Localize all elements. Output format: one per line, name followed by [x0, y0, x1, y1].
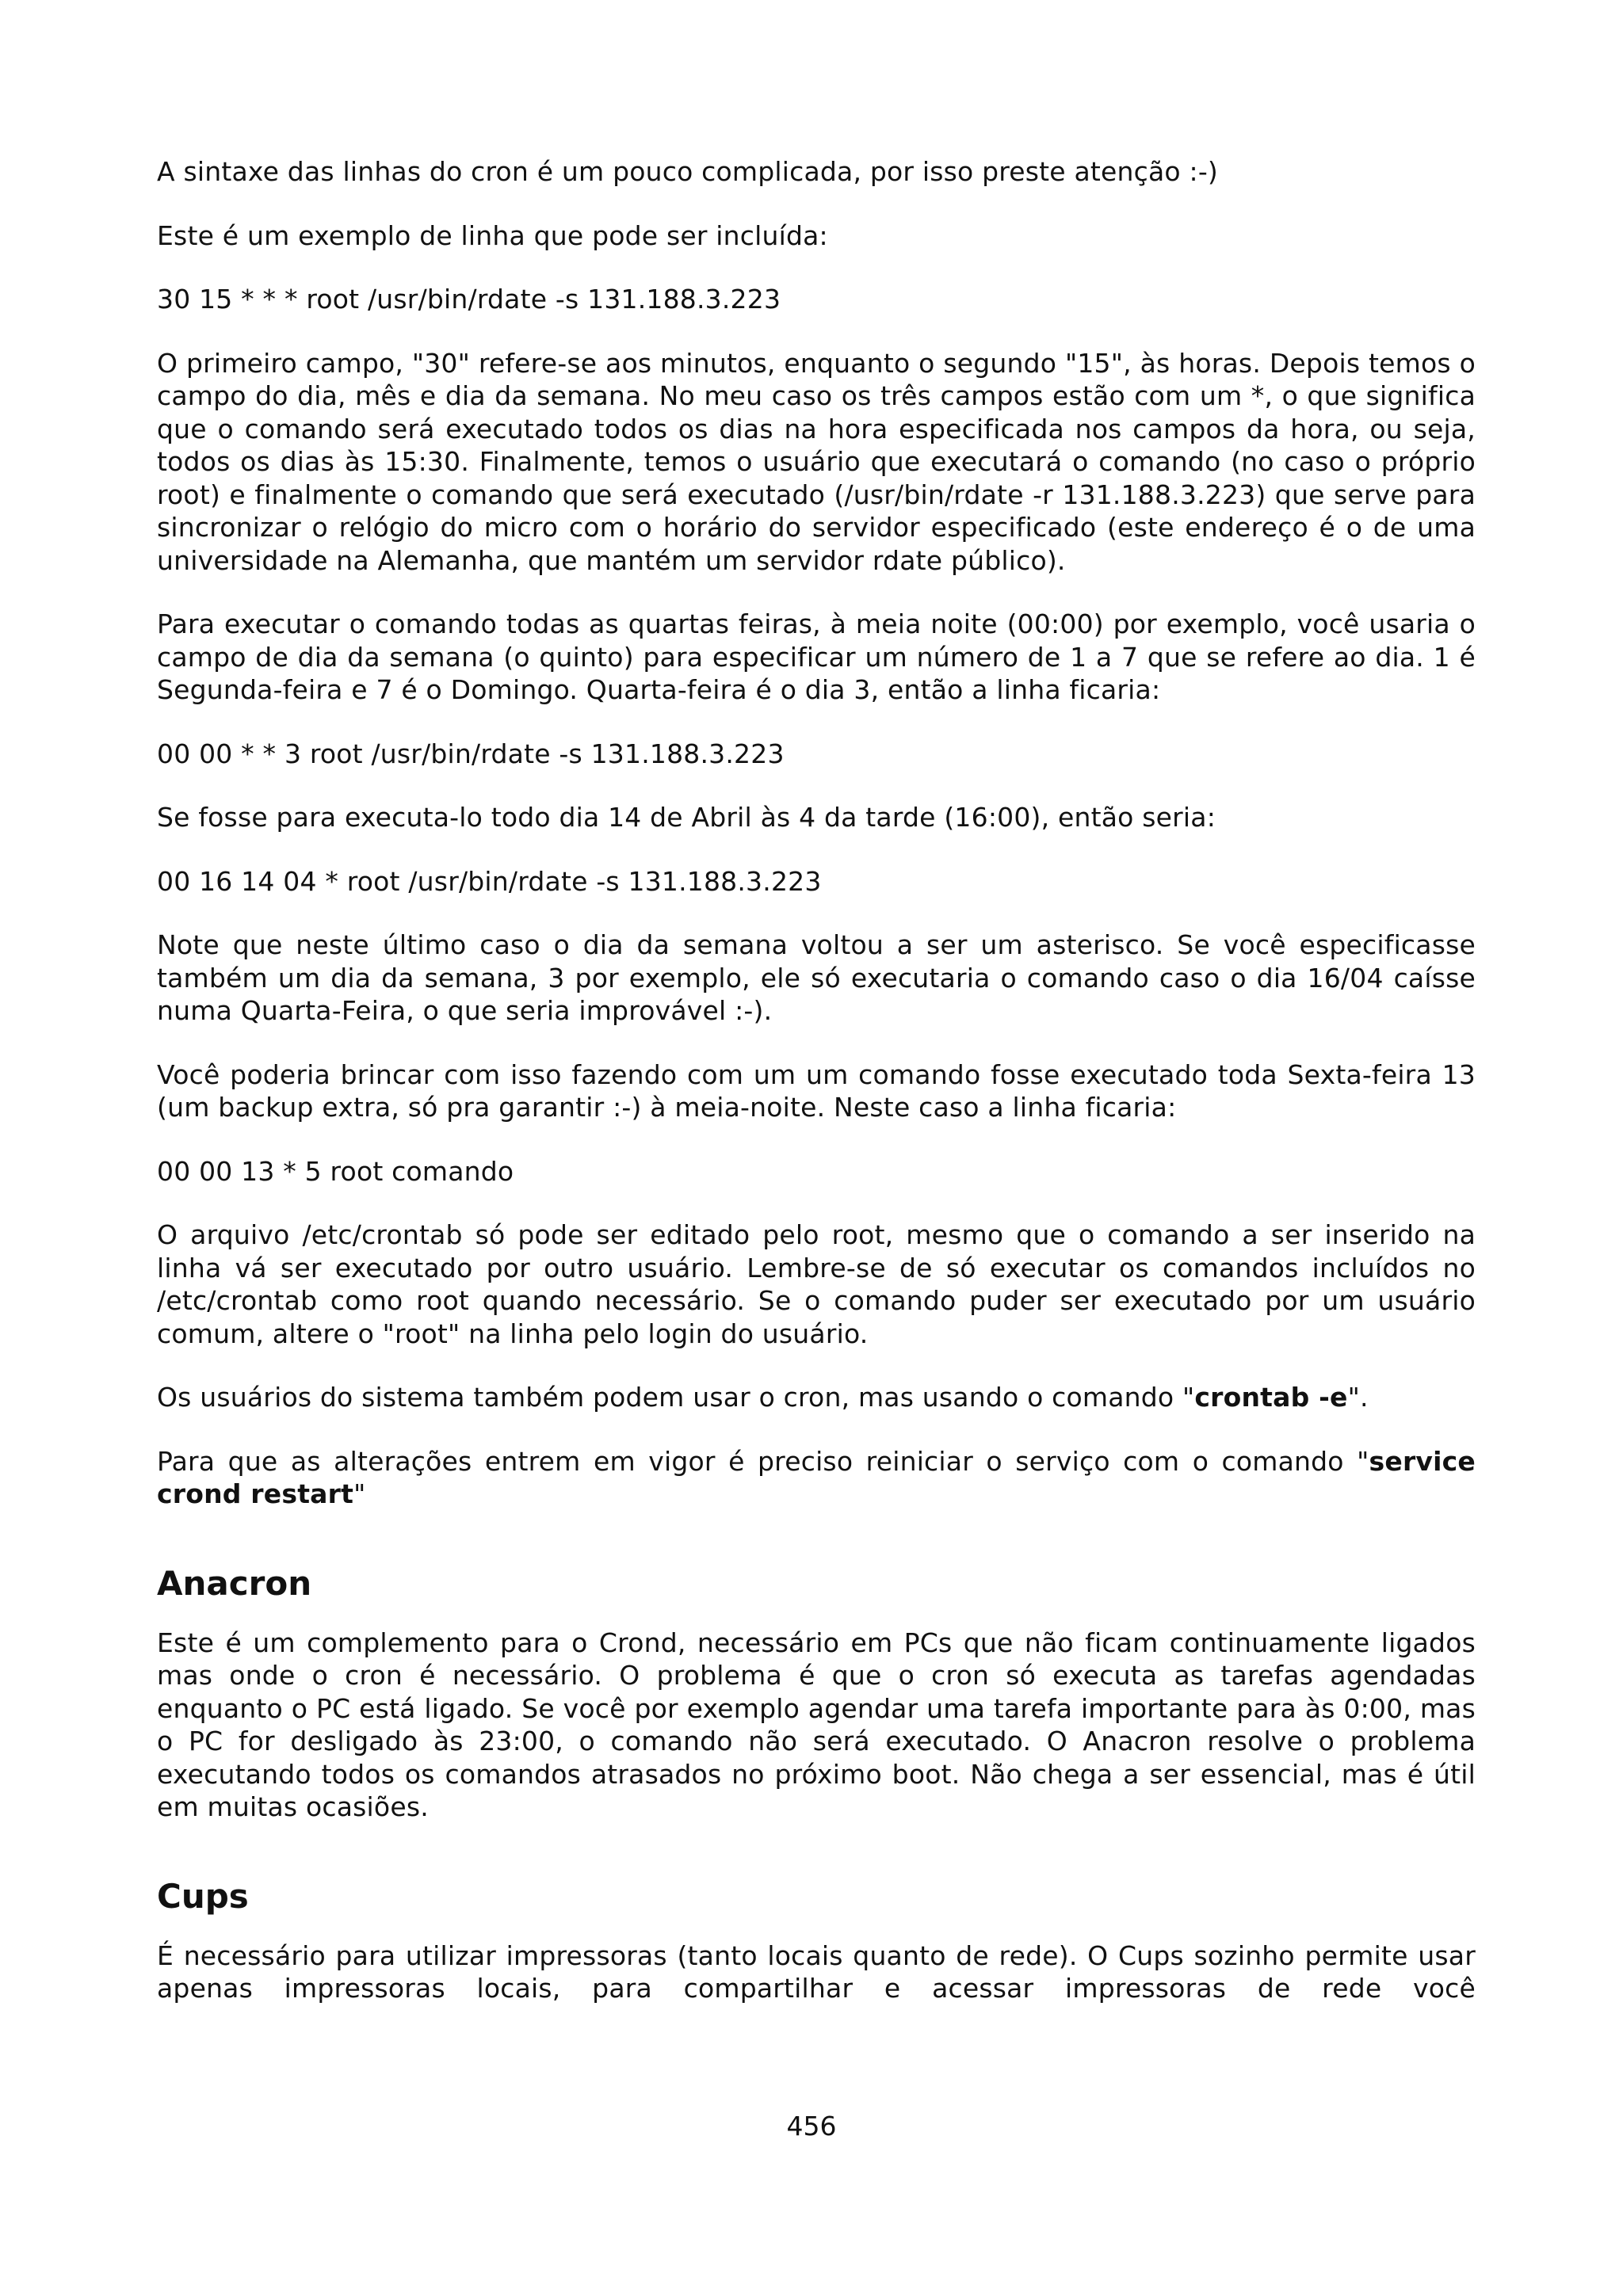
- page-number: 456: [786, 2111, 837, 2142]
- document-body: [157, 155, 1476, 2036]
- paragraph-crontab-root: O arquivo /etc/crontab só pode ser editado pelo root, mesmo que o comando a ser inserido na linha vá ser executado por outro usuário. Lembre-se de só executar os comandos incluídos no /etc/crontab como root quando necessário. Se o comando puder ser executado por um usuário comum, altere o "root" na linha pelo login do usuário.: [157, 1219, 1476, 1349]
- paragraph-wednesday-example: Para executar o comando todas as quartas feiras, à meia noite (00:00) por exemplo, você usaria o campo de dia da semana (o quinto) para especificar um número de 1 a 7 que se refere ao dia. 1 é Segunda-feira e 7 é o Domingo. Quarta-feira é o dia 3, então a linha ficaria:: [157, 608, 1476, 705]
- paragraph-crontab-e: [157, 1381, 1476, 1414]
- paragraph-example-intro: Este é um exemplo de linha que pode ser incluída:: [157, 219, 828, 251]
- paragraph-service-restart: [157, 1445, 1476, 1511]
- text-segment: Para que as alterações entrem em vigor é preciso reiniciar o serviço com o comando ": [157, 1445, 1369, 1477]
- paragraph-weekday-note: Note que neste último caso o dia da semana voltou a ser um asterisco. Se você especificasse também um dia da semana, 3 por exemplo, ele só executaria o comando caso o dia 16/04 caísse numa Quarta-Feira, o que seria improvável :-).: [157, 929, 1476, 1026]
- paragraph-fields-explanation: O primeiro campo, "30" refere-se aos minutos, enquanto o segundo "15", às horas. Depois temos o campo do dia, mês e dia da semana. No meu caso os três campos estão com um *, o que significa que o comando será executado todos os dias na hora especificada nos campos da hora, ou seja, todos os dias às 15:30. Finalmente, temos o usuário que executará o comando (no caso o próprio root) e finalmente o comando que será executado (/usr/bin/rdate -r 131.188.3.223) que serve para sincronizar o relógio do micro com o horário do servidor especificado (este endereço é o de uma universidade na Alemanha, que mantém um servidor rdate público).: [157, 347, 1476, 576]
- paragraph-anacron: Este é um complemento para o Crond, necessário em PCs que não ficam continuamente ligados mas onde o cron é necessário. O problema é que o cron só executa as tarefas agendadas enquanto o PC está ligado. Se você por exemplo agendar uma tarefa importante para às 0:00, mas o PC for desligado às 23:00, o comando não será executado. O Anacron resolve o problema executando todos os comandos atrasados no próximo boot. Não chega a ser essencial, mas é útil em muitas ocasiões.: [157, 1627, 1476, 1822]
- text-segment: Os usuários do sistema também podem usar o cron, mas usando o comando ": [157, 1382, 1195, 1413]
- heading-anacron: Anacron: [157, 1563, 312, 1603]
- paragraph-april-example: Se fosse para executa-lo todo dia 14 de Abril às 4 da tarde (16:00), então seria:: [157, 802, 1216, 833]
- paragraph-cups: É necessário para utilizar impressoras (tanto locais quanto de rede). O Cups sozinho permite usar apenas impressoras locais, para compartilhar e acessar impressoras de rede você: [157, 1939, 1476, 2004]
- cron-line-example-1: 30 15 * * * root /usr/bin/rdate -s 131.188.3.223: [157, 284, 781, 315]
- cron-line-example-3: 00 16 14 04 * root /usr/bin/rdate -s 131.188.3.223: [157, 865, 822, 897]
- text-segment: ": [353, 1478, 366, 1509]
- text-segment: ".: [1347, 1382, 1369, 1413]
- cron-line-example-2: 00 00 * * 3 root /usr/bin/rdate -s 131.188.3.223: [157, 738, 785, 769]
- cron-line-example-4: 00 00 13 * 5 root comando: [157, 1155, 514, 1187]
- paragraph-cron-syntax: A sintaxe das linhas do cron é um pouco complicada, por isso preste atenção :-): [157, 156, 1219, 187]
- paragraph-friday-13: Você poderia brincar com isso fazendo com um um comando fosse executado toda Sexta-feira 13 (um backup extra, só pra garantir :-) à meia-noite. Neste caso a linha ficaria:: [157, 1058, 1476, 1123]
- heading-cups: Cups: [157, 1876, 249, 1916]
- command-crontab-e: crontab -e: [1194, 1382, 1348, 1413]
- command-service-crond-restart: service crond restart: [157, 1445, 1476, 1509]
